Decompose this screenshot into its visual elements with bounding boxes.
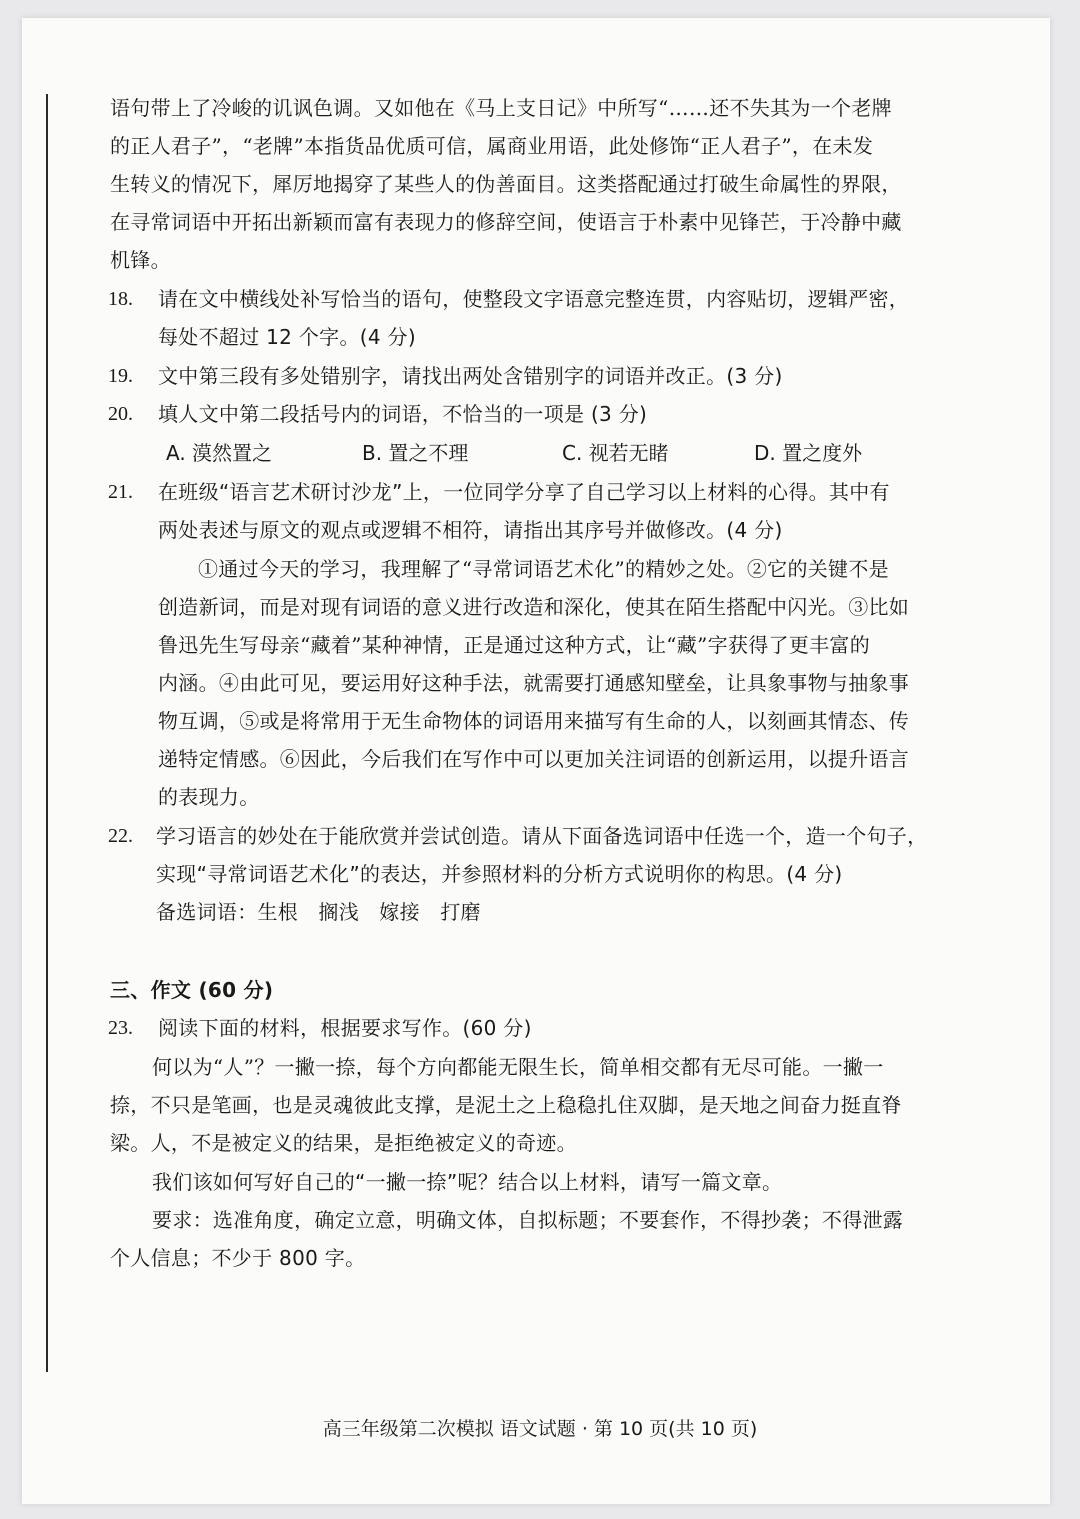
- question-22-number: 22.: [108, 825, 133, 847]
- section-3-title: 三、作文 (60 分): [110, 978, 274, 1002]
- question-18-number: 18.: [108, 288, 133, 310]
- q23-material-line: 捺，不只是笔画，也是灵魂彼此支撑，是泥土之上稳稳扎住双脚，是天地之间奋力挺直脊: [110, 1093, 902, 1117]
- option-c: C. 视若无睹: [562, 441, 669, 465]
- q21-passage-line: 内涵。④由此可见，要运用好这种手法，就需要打通感知壁垒，让具象事物与抽象事: [158, 671, 910, 695]
- intro-line: 的正人君子”，“老牌”本指货品优质可信，属商业用语，此处修饰“正人君子”，在未发: [110, 134, 874, 158]
- intro-line: 在寻常词语中开拓出新颖而富有表现力的修辞空间，使语言于朴素中见锋芒，于冷静中藏: [110, 210, 902, 234]
- question-18-text: 请在文中横线处补写恰当的语句，使整段文字语意完整连贯，内容贴切，逻辑严密，: [158, 287, 910, 311]
- q23-requirements: 个人信息；不少于 800 字。: [110, 1246, 366, 1270]
- q23-material-line: 梁。人，不是被定义的结果，是拒绝被定义的奇迹。: [110, 1131, 577, 1155]
- q23-requirements: 要求：选准角度，确定立意，明确文体，自拟标题；不要套作，不得抄袭；不得泄露: [152, 1208, 904, 1232]
- q21-passage-line: 的表现力。: [158, 785, 260, 809]
- question-18-text: 每处不超过 12 个字。(4 分): [158, 325, 416, 349]
- option-a: A. 漠然置之: [166, 441, 273, 465]
- q23-material-line: 何以为“人”？一撇一捺，每个方向都能无限生长，简单相交都有无尽可能。一撇一: [152, 1055, 884, 1079]
- question-22-candidate-words: 备选词语：生根 搁浅 嫁接 打磨: [156, 900, 481, 924]
- option-b: B. 置之不理: [362, 441, 469, 465]
- question-23-number: 23.: [108, 1017, 133, 1039]
- q21-passage-line: 鲁迅先生写母亲“藏着”某种神情，正是通过这种方式，让“藏”字获得了更丰富的: [158, 633, 870, 657]
- question-23-text: 阅读下面的材料，根据要求写作。(60 分): [158, 1016, 532, 1040]
- option-d: D. 置之度外: [754, 441, 863, 465]
- question-19-text: 文中第三段有多处错别字，请找出两处含错别字的词语并改正。(3 分): [158, 364, 783, 388]
- q21-passage-line: 物互调，⑤或是将常用于无生命物体的词语用来描写有生命的人，以刻画其情态、传: [158, 709, 910, 733]
- question-19-number: 19.: [108, 365, 133, 387]
- q23-writing-prompt: 我们该如何写好自己的“一撇一捺”呢？结合以上材料，请写一篇文章。: [152, 1170, 783, 1194]
- q21-passage-line: ①通过今天的学习，我理解了“寻常词语艺术化”的精妙之处。②它的关键不是: [198, 557, 889, 581]
- q21-passage-line: 创造新词，而是对现有词语的意义进行改造和深化，使其在陌生搭配中闪光。③比如: [158, 595, 910, 619]
- page-footer: 高三年级第二次模拟 语文试题 · 第 10 页(共 10 页): [322, 1418, 758, 1440]
- q21-passage-line: 递特定情感。⑥因此，今后我们在写作中可以更加关注词语的创新运用，以提升语言: [158, 747, 910, 771]
- binding-margin-line: [46, 94, 48, 1372]
- question-21-text: 两处表述与原文的观点或逻辑不相符，请指出其序号并做修改。(4 分): [158, 518, 783, 542]
- question-21-number: 21.: [108, 481, 133, 503]
- intro-line: 生转义的情况下，犀厉地揭穿了某些人的伪善面目。这类搭配通过打破生命属性的界限，: [110, 172, 902, 196]
- question-22-text: 实现“寻常词语艺术化”的表达，并参照材料的分析方式说明你的构思。(4 分): [156, 862, 843, 886]
- question-20-text: 填人文中第二段括号内的词语，不恰当的一项是 (3 分): [158, 402, 648, 426]
- intro-line: 机锋。: [110, 248, 171, 272]
- question-20-number: 20.: [108, 403, 133, 425]
- question-21-text: 在班级“语言艺术研讨沙龙”上，一位同学分享了自己学习以上材料的心得。其中有: [158, 480, 890, 504]
- intro-line: 语句带上了冷峻的讥讽色调。又如他在《马上支日记》中所写“……还不失其为一个老牌: [110, 96, 892, 120]
- question-22-text: 学习语言的妙处在于能欣赏并尝试创造。请从下面备选词语中任选一个，造一个句子，: [156, 824, 928, 848]
